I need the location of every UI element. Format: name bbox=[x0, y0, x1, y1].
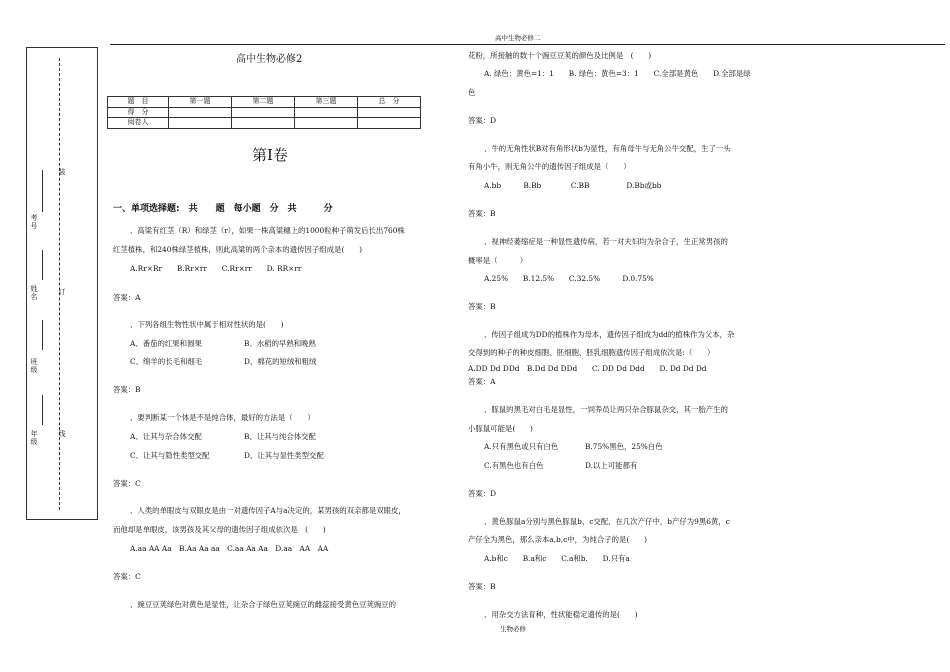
question-text: 小豚鼠可能是( ) bbox=[468, 424, 533, 433]
option-a: A.只有黑色或只有白色 bbox=[484, 442, 559, 451]
question-options: A.25% B.12.5% C.32.5% D.0.75% bbox=[484, 274, 654, 283]
answer-text: 答案：C bbox=[113, 572, 141, 581]
answer-text: 答案：D bbox=[468, 489, 497, 498]
answer-text: 答案：B bbox=[468, 582, 496, 591]
question-text: 、豌豆豆荚绿色对黄色是显性，让杂合子绿色豆荚豌豆的雌蕊接受黄色豆荚豌豆的 bbox=[130, 600, 397, 609]
score-table-row bbox=[108, 118, 421, 129]
answer-text: 答案：B bbox=[113, 385, 141, 394]
field-label-banji: 班级 bbox=[30, 358, 38, 374]
question-text: 红茎植株，和240株绿茎植株，则此高粱的两个亲本的遗传因子组成是( ) bbox=[113, 245, 362, 254]
answer-text: 答案：B bbox=[468, 302, 496, 311]
field-label-nianji: 年级 bbox=[30, 430, 38, 446]
score-table-header: 第二题 bbox=[232, 97, 295, 108]
answer-text: 答案：A bbox=[113, 293, 141, 302]
question-options: A.b和c B.a和c C.a和b. D.只有a bbox=[484, 554, 630, 563]
field-label-xingming: 姓名 bbox=[30, 285, 38, 301]
answer-text: 答案：A bbox=[468, 377, 496, 386]
score-table-header: 总 分 bbox=[358, 97, 421, 108]
score-table-row-label: 得 分 bbox=[108, 107, 169, 118]
binding-mark-zhuang: 装 bbox=[58, 168, 66, 176]
score-table-header: 第一题 bbox=[169, 97, 232, 108]
option-d: D、棉花的短绒和粗绒 bbox=[244, 357, 317, 366]
question-text: 、人类的单眼皮与双眼皮是由一对遗传因子A与a决定的，某男孩的双亲都是双眼皮， bbox=[130, 506, 406, 515]
score-cell[interactable] bbox=[358, 118, 421, 129]
score-table-header: 第三题 bbox=[295, 97, 358, 108]
question-text: 花粉，所接触的数十个豌豆豆荚的颜色及比例是 ( ) bbox=[468, 51, 652, 60]
running-header: 高中生物必修二 bbox=[495, 34, 541, 42]
option-b: B.75%黑色，25%白色 bbox=[585, 442, 663, 451]
question-text: 、传因子组成为DD的植株作为母本，遗传因子组成为dd的植株作为父本，杂 bbox=[484, 330, 735, 339]
score-cell[interactable] bbox=[232, 118, 295, 129]
score-table-header-row bbox=[108, 97, 421, 108]
score-table-row-label: 阅卷人 bbox=[108, 118, 169, 129]
score-table-row bbox=[108, 107, 421, 118]
question-text: 、牛的无角性状B对有角形状b为显性，有角母牛与无角公牛交配，生了一头 bbox=[484, 144, 731, 153]
question-text: 、下列各组生物性状中属于相对性状的是( ) bbox=[130, 320, 284, 329]
option-c: C、让其与隐性类型交配 bbox=[130, 451, 210, 460]
doc-title: 高中生物必修2 bbox=[236, 54, 303, 65]
answer-text: 答案：D bbox=[468, 116, 497, 125]
question-text: 而他却是单眼皮，该男孩及其父母的遗传因子组成依次是 ( ) bbox=[113, 525, 326, 534]
page-footer: 生物必修 bbox=[500, 625, 526, 633]
score-cell[interactable] bbox=[169, 107, 232, 118]
score-table bbox=[107, 96, 421, 129]
field-label-kaohao: 考号 bbox=[30, 214, 38, 230]
question-text: 、用杂交方法育种，性状能稳定遗传的是( ) bbox=[484, 610, 638, 619]
question-text: 、黄色豚鼠a分别与黑色豚鼠b、c交配，在几次产仔中，b产仔为9黑6黄，c bbox=[484, 517, 730, 526]
question-text: 产仔全为黑色，那么亲本a,b,c中，为纯合子的是( ) bbox=[468, 535, 647, 544]
score-cell[interactable] bbox=[295, 118, 358, 129]
binding-dashed-line bbox=[59, 58, 60, 510]
field-line-nianji bbox=[42, 395, 43, 425]
option-a: A、让其与杂合体交配 bbox=[130, 432, 202, 441]
question-options: A.Rr×Rr B.Rr×rr C.Rr×rr D. RR×rr bbox=[130, 264, 302, 273]
field-line-xingming bbox=[42, 250, 43, 280]
binding-strip bbox=[26, 47, 98, 520]
header-rule bbox=[110, 44, 945, 45]
option-b: B、让其与纯合体交配 bbox=[244, 432, 316, 441]
option-c: C.有黑色也有白色 bbox=[484, 461, 544, 470]
score-cell[interactable] bbox=[169, 118, 232, 129]
field-line-kaohao bbox=[42, 170, 43, 212]
option-c: C、绵羊的长毛和细毛 bbox=[130, 357, 203, 366]
score-cell[interactable] bbox=[232, 107, 295, 118]
option-d: D、让其与显性类型交配 bbox=[244, 451, 324, 460]
score-table-header: 题 目 bbox=[108, 97, 169, 108]
score-cell[interactable] bbox=[358, 107, 421, 118]
question-options: A.bb B.Bb C.BB D.Bb或bb bbox=[484, 181, 662, 190]
question-text: 交得到的种子的种皮细胞、胚细胞、胚乳细胞遗传因子组成依次是:（ ） bbox=[468, 348, 715, 357]
answer-text: 答案：B bbox=[468, 209, 496, 218]
question-text: 、要判断某一个体是不是纯合体，最好的方法是（ ） bbox=[130, 413, 315, 422]
binding-mark-xian: 线 bbox=[58, 430, 66, 438]
question-text: 概率是（ ） bbox=[468, 256, 528, 265]
answer-text: 答案：C bbox=[113, 479, 141, 488]
field-line-banji bbox=[42, 320, 43, 350]
score-cell[interactable] bbox=[295, 107, 358, 118]
question-text: 有角小牛，则无角公牛的遗传因子组成是（ ） bbox=[468, 162, 631, 171]
question-options: A.aa AA Aa B.Aa Aa aa C.aa Aa Aa D.aa AA AA bbox=[130, 544, 329, 553]
volume-title: 第Ⅰ卷 bbox=[252, 146, 288, 164]
question-options: A. 绿色：黄色=1：1 B. 绿色：黄色=3：1 C.全部是黄色 D.全部是绿 bbox=[484, 69, 751, 78]
binding-mark-ding: 订 bbox=[58, 288, 66, 296]
option-b: B、水稻的早熟和晚熟 bbox=[244, 339, 316, 348]
question-text: 、豚鼠的黑毛对白毛是显性，一饲养员让两只杂合豚鼠杂交，其一胎产生的 bbox=[484, 405, 728, 414]
question-text: 色 bbox=[468, 88, 476, 97]
question-text: 、视神经萎缩症是一种显性遗传病，若一对夫妇均为杂合子，生正常男孩的 bbox=[484, 237, 728, 246]
option-d: D.以上可能都有 bbox=[585, 461, 638, 470]
question-options: A.DD Dd DDd B.Dd Dd DDd C. DD Dd Ddd D. Dd Dd Dd bbox=[468, 364, 707, 373]
option-a: A、番茄的红果和圆果 bbox=[130, 339, 202, 348]
question-text: 、高粱有红茎（R）和绿茎（r），如果一株高粱穗上的1000粒种子萌发后长出760株 bbox=[130, 226, 405, 235]
section-heading: 一、单项选择题: 共 题 每小题 分 共 分 bbox=[113, 204, 333, 214]
